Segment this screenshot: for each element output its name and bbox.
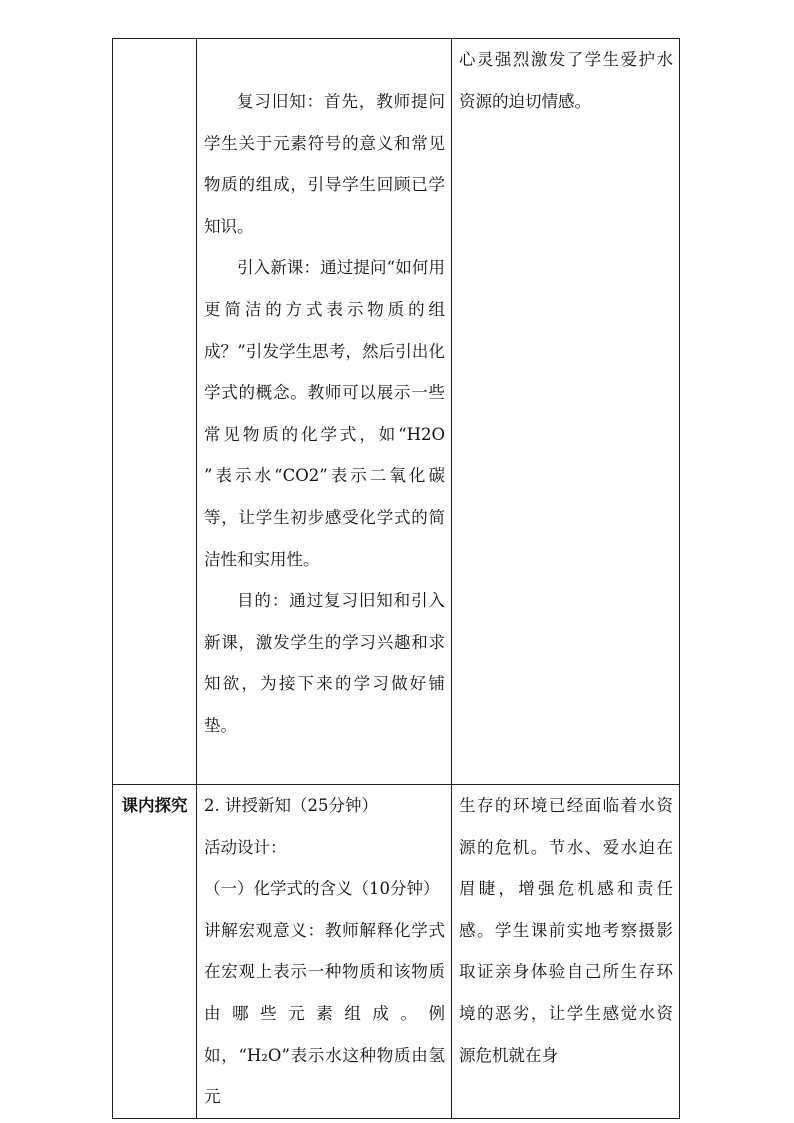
review-paragraph: 复习旧知：首先，教师提问学生关于元素符号的意义和常见物质的组成，引导学生回顾已学知识。 [204, 92, 445, 236]
stage-cell [113, 785, 197, 1119]
intent-cell [452, 785, 680, 1119]
intent-text: 心灵强烈激发了学生爱护水资源的迫切情感。 [459, 50, 673, 111]
introduce-paragraph: 引入新课：通过提问“如何用更简洁的方式表示物质的组成？”引发学生思考，然后引出化学式的概念。教师可以展示一些常见物质的化学式，如“H2O ”表示水“CO2”表示二氧化碳等，让学生初步感受化学式的简洁性和实用性。 [204, 258, 445, 569]
activity-cell [197, 785, 452, 1119]
stage-label: 课内探究 [121, 796, 188, 815]
purpose-paragraph: 目的：通过复习旧知和引入新课，激发学生的学习兴趣和求知欲，为接下来的学习做好铺垫。 [204, 591, 445, 735]
intent-cell [452, 39, 680, 785]
intent-text: 生存的环境已经面临着水资源的危机。节水、爱水迫在眉睫，增强危机感和责任感。学生课前实地考察摄影取证亲身体验自己所生存环境的恶劣，让学生感觉水资源危机就在身 [459, 796, 673, 1065]
subsection-heading: （一）化学式的含义（10分钟） [204, 879, 440, 899]
table-row [113, 39, 680, 785]
table-row [113, 785, 680, 1119]
activity-cell [197, 39, 452, 785]
lesson-plan-table [112, 38, 680, 1119]
macro-meaning-paragraph: 讲解宏观意义：教师解释化学式在宏观上表示一种物质和该物质由哪些元素组成。例如，“H₂O”表示水这种物质由氢元 [204, 920, 445, 1107]
stage-cell [113, 39, 197, 785]
activity-design-label: 活动设计： [204, 837, 287, 857]
section-heading: 2. 讲授新知（25分钟） [204, 796, 378, 815]
